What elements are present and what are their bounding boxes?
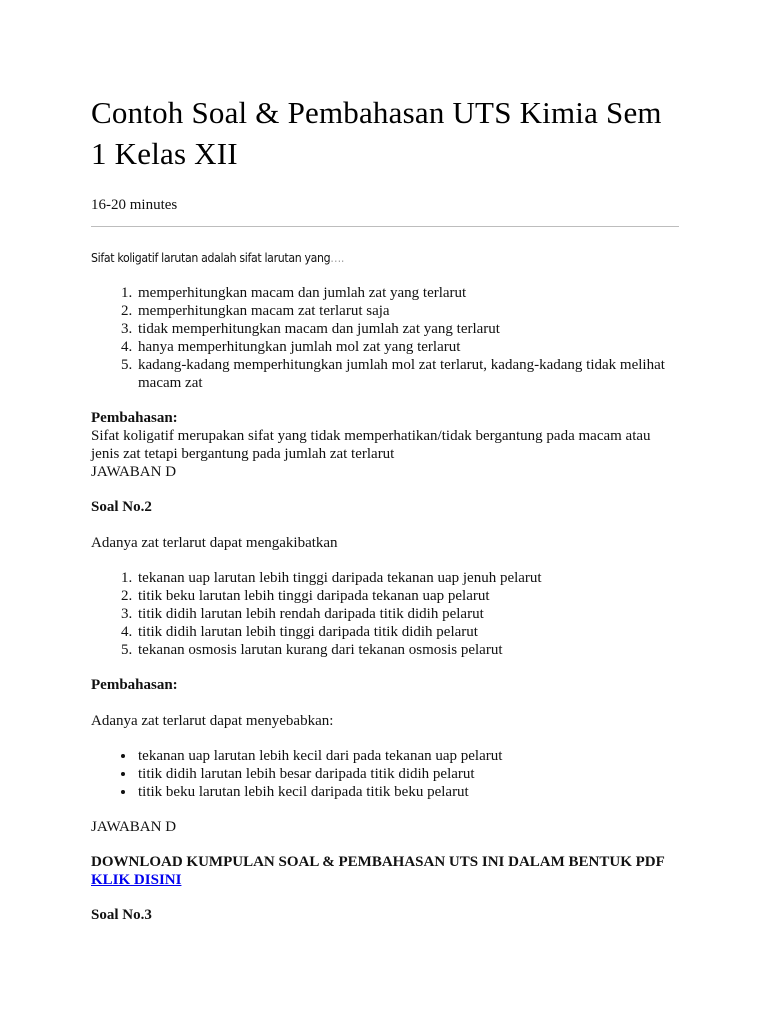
article-title — [91, 92, 678, 174]
download-pdf-text: DOWNLOAD KUMPULAN SOAL & PEMBAHASAN UTS INI DALAM BENTUK PDF — [91, 854, 665, 870]
q2-discussion-intro: Adanya zat terlarut dapat menyebabkan: — [91, 713, 334, 729]
q2-option: 2. titik beku larutan lebih tinggi daripada tekanan uap pelarut — [136, 587, 678, 605]
reading-time: 16-20 minutes — [91, 197, 178, 213]
q2-heading: Soal No.2 — [91, 499, 152, 515]
q1-question-ellipsis: …. — [330, 250, 345, 265]
q1-discussion-text: Sifat koligatif merupakan sifat yang tidak memperhatikan/tidak bergantung pada macam atau jenis zat tetapi bergantung pada jumlah zat terlarut — [91, 428, 651, 462]
q1-option: 2. memperhitungkan macam zat terlarut saja — [136, 302, 678, 320]
q2-option: 5. tekanan osmosis larutan kurang dari tekanan osmosis pelarut — [136, 641, 678, 659]
q1-option: 4. hanya memperhitungkan jumlah mol zat yang terlarut — [136, 338, 678, 356]
q1-question-text: Sifat koligatif larutan adalah sifat larutan yang — [91, 250, 331, 265]
q2-option: 4. titik didih larutan lebih tinggi daripada titik didih pelarut — [136, 623, 678, 641]
title-divider — [91, 226, 679, 227]
q2-options-list — [91, 569, 678, 659]
q2-discussion-bullet: • tekanan uap larutan lebih kecil dari pada tekanan uap pelarut — [136, 747, 678, 765]
q1-question — [91, 249, 608, 267]
download-pdf-link[interactable]: KLIK DISINI — [91, 872, 182, 888]
q1-option: 1. memperhitungkan macam dan jumlah zat yang terlarut — [136, 284, 678, 302]
q2-discussion-heading: Pembahasan: — [91, 677, 178, 693]
q1-option: 3. tidak memperhitungkan macam dan jumlah zat yang terlarut — [136, 320, 678, 338]
q2-option: 3. titik didih larutan lebih rendah daripada titik didih pelarut — [136, 605, 678, 623]
q2-question: Adanya zat terlarut dapat mengakibatkan — [91, 535, 338, 551]
q2-option: 1. tekanan uap larutan lebih tinggi daripada tekanan uap jenuh pelarut — [136, 569, 678, 587]
q2-answer: JAWABAN D — [91, 819, 177, 835]
q1-answer: JAWABAN D — [91, 464, 177, 480]
q2-discussion-bullet: • titik didih larutan lebih besar daripada titik didih pelarut — [136, 765, 678, 783]
q2-discussion-bullet: • titik beku larutan lebih kecil daripada titik beku pelarut — [136, 783, 678, 801]
q1-options-list — [91, 284, 678, 392]
article-title-line1: Contoh Soal & Pembahasan UTS Kimia Sem — [91, 95, 662, 130]
q2-discussion-bullets — [91, 747, 678, 801]
q1-discussion-heading: Pembahasan: — [91, 410, 178, 426]
q1-option: 5. kadang-kadang memperhitungkan jumlah mol zat terlarut, kadang-kadang tidak melihat macam zat — [136, 356, 678, 392]
q3-heading: Soal No.3 — [91, 907, 152, 923]
article-title-line2: 1 Kelas XII — [91, 136, 238, 171]
